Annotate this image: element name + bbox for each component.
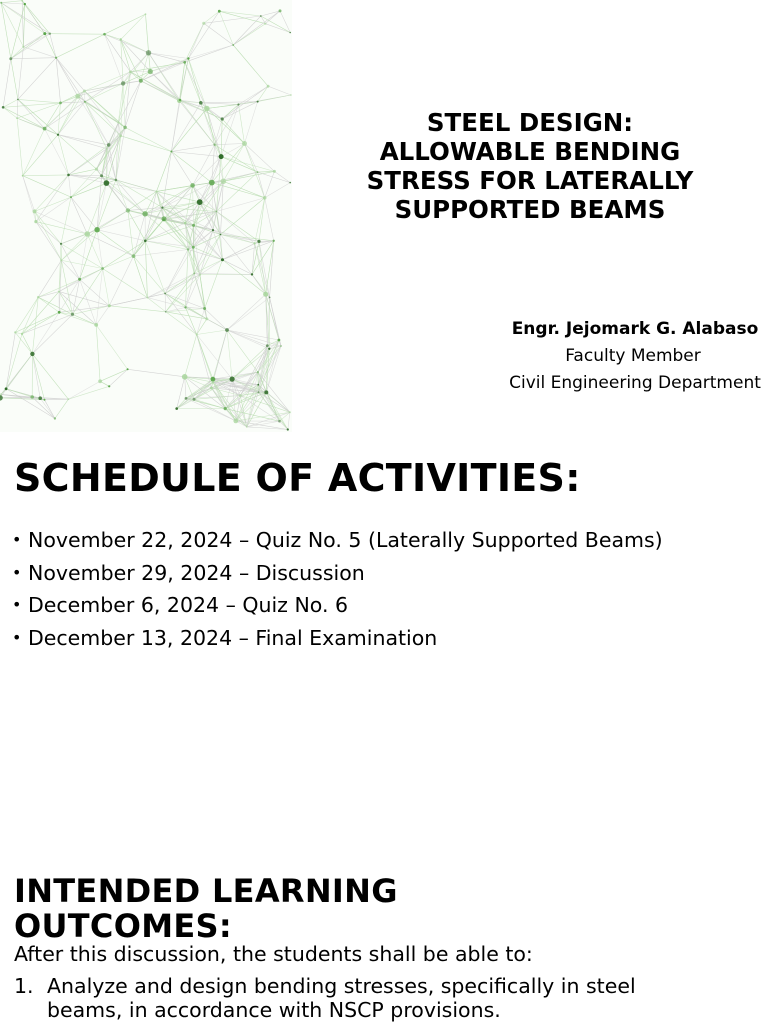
schedule-slide xyxy=(0,432,768,864)
outcome-text: Analyze and design bending stresses, specifically in steel beams, in accordance with NSCP provisions. xyxy=(47,974,636,1022)
schedule-item-text: November 22, 2024 – Quiz No. 5 (Laterally Supported Beams) xyxy=(28,528,663,552)
author-block xyxy=(480,316,768,397)
title-line: STRESS FOR LATERALLY xyxy=(366,166,694,195)
network-pattern-graphic xyxy=(0,0,292,432)
title-line: ALLOWABLE BENDING xyxy=(379,137,681,166)
author-name: Engr. Jejomark G. Alabaso xyxy=(511,319,759,339)
schedule-item-text: November 29, 2024 – Discussion xyxy=(28,560,365,585)
title-slide xyxy=(0,0,768,432)
bullet-icon: • xyxy=(12,595,22,614)
learning-outcomes-list xyxy=(14,974,714,1022)
schedule-item-text: December 13, 2024 – Final Examination xyxy=(28,625,438,650)
bullet-icon: • xyxy=(12,627,22,647)
bullet-icon: • xyxy=(12,562,22,582)
schedule-item xyxy=(12,561,672,585)
title-line: SUPPORTED BEAMS xyxy=(394,195,666,224)
outcome-number: 1. xyxy=(14,974,34,998)
author-role: Faculty Member xyxy=(565,346,701,366)
slide-title xyxy=(330,108,730,224)
schedule-item xyxy=(12,528,672,552)
schedule-list xyxy=(12,528,672,658)
network-background-image xyxy=(0,0,292,432)
schedule-heading: SCHEDULE OF ACTIVITIES: xyxy=(14,456,581,500)
author-department: Civil Engineering Department xyxy=(509,373,761,393)
bullet-icon: • xyxy=(12,530,22,549)
schedule-item-text: December 6, 2024 – Quiz No. 6 xyxy=(28,593,349,617)
learning-outcomes-intro: After this discussion, the students shall be able to: xyxy=(14,942,533,966)
schedule-item xyxy=(12,593,672,617)
learning-outcomes-heading: INTENDED LEARNING OUTCOMES: xyxy=(14,872,398,945)
title-line: STEEL DESIGN: xyxy=(426,108,634,137)
schedule-item xyxy=(12,626,672,650)
learning-outcomes-slide xyxy=(0,864,768,1024)
learning-outcome-item xyxy=(14,974,714,1022)
